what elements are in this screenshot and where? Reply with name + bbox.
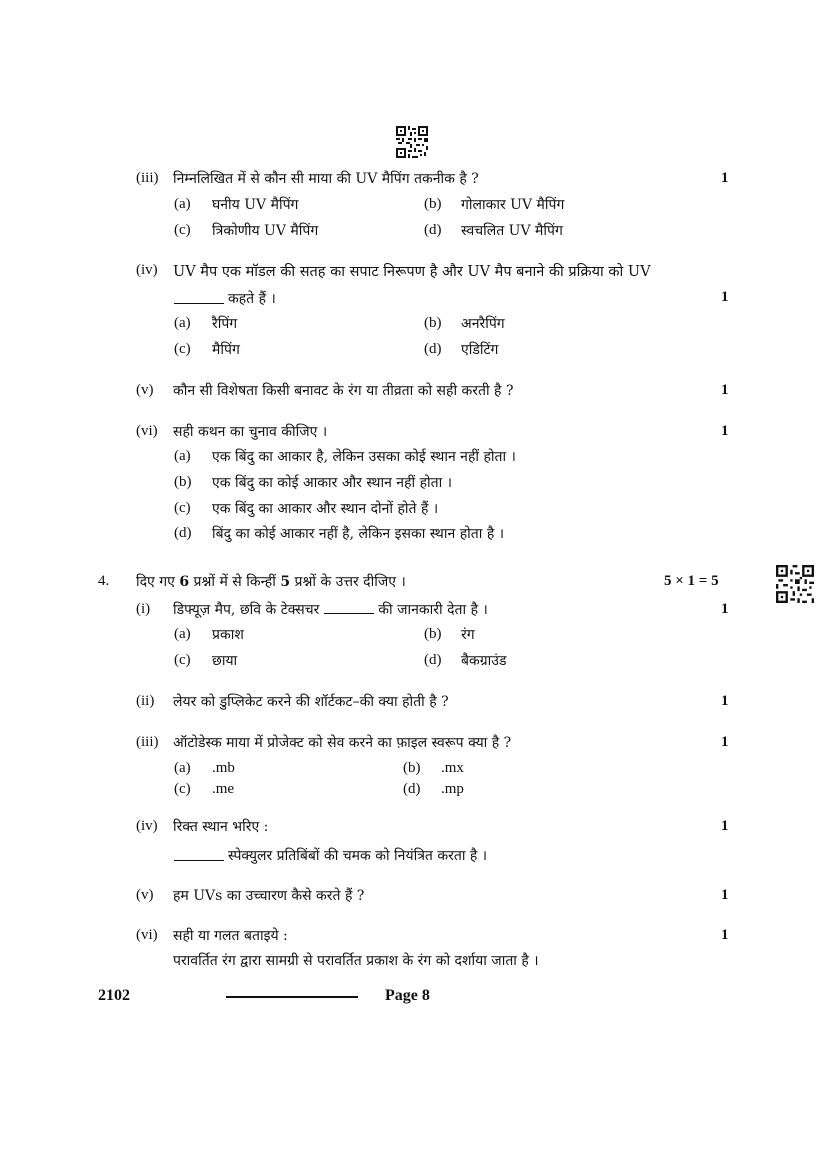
option-text: एडिटिंग	[461, 342, 499, 358]
option-label: (c)	[174, 652, 191, 668]
answer-blank	[174, 848, 224, 861]
option-text: .mp	[441, 781, 464, 797]
question-marks: 1	[721, 289, 729, 305]
question-marks: 1	[721, 927, 729, 943]
option-label: (d)	[403, 781, 421, 797]
option-label: (b)	[424, 315, 442, 331]
question-marks: 1	[721, 170, 729, 186]
question-marks: 1	[721, 423, 729, 439]
question-text: कहते हैं ।	[228, 291, 276, 307]
question-text: सही या गलत बताइये :	[173, 928, 288, 944]
qr-code-top	[396, 126, 428, 158]
question-text: सही कथन का चुनाव कीजिए ।	[173, 424, 328, 440]
option-label: (a)	[174, 315, 191, 331]
section-marks: 5 × 1 = 5	[664, 573, 719, 589]
option-label: (c)	[174, 222, 191, 238]
option-label: (a)	[174, 448, 191, 464]
option-text: एक बिंदु का कोई आकार और स्थान नहीं होता ।	[212, 475, 452, 491]
question-number: (vi)	[136, 927, 158, 943]
question-text-line2: परावर्तित रंग द्वारा सामग्री से परावर्तित प्रकाश के रंग को दर्शाया जाता है ।	[173, 953, 539, 969]
option-text: .mx	[441, 760, 464, 776]
option-label: (b)	[424, 196, 442, 212]
question-number: (ii)	[136, 693, 155, 709]
question-text: डिफ्यूज़ मैप, छवि के टेक्सचर की जानकारी देता है ।	[173, 602, 488, 618]
option-text: घनीय UV मैपिंग	[212, 197, 299, 213]
option-text: एक बिंदु का आकार और स्थान दोनों होते हैं ।	[212, 501, 439, 517]
option-text: .mb	[212, 760, 235, 776]
question-number: (vi)	[136, 423, 158, 439]
option-text: रंग	[461, 627, 475, 643]
question-marks: 1	[721, 734, 729, 750]
option-label: (a)	[174, 196, 191, 212]
question-text: UV मैप एक मॉडल की सतह का सपाट निरूपण है और UV मैप बनाने की प्रक्रिया को UV	[173, 264, 651, 280]
question-text: हम UVs का उच्चारण कैसे करते हैं ?	[173, 888, 365, 904]
option-label: (d)	[174, 525, 192, 541]
option-text: .me	[212, 781, 235, 797]
option-text: मैपिंग	[212, 342, 240, 358]
option-label: (b)	[403, 760, 421, 776]
question-number: (iv)	[136, 818, 158, 834]
question-number: 4.	[98, 573, 110, 589]
qr-code-side	[776, 565, 814, 603]
option-text: त्रिकोणीय UV मैपिंग	[212, 223, 319, 239]
question-marks: 1	[721, 818, 729, 834]
option-label: (d)	[424, 652, 442, 668]
question-number: (iii)	[136, 734, 159, 750]
question-marks: 1	[721, 693, 729, 709]
question-marks: 1	[721, 601, 729, 617]
question-number: (v)	[136, 887, 154, 903]
option-label: (c)	[174, 500, 191, 516]
option-label: (c)	[174, 781, 191, 797]
option-label: (b)	[174, 474, 192, 490]
option-text: प्रकाश	[212, 627, 244, 643]
option-label: (b)	[424, 626, 442, 642]
instructions: दिए गए 6 प्रश्नों में से किन्हीं 5 प्रश्नों के उत्तर दीजिए ।	[136, 574, 406, 590]
option-text: एक बिंदु का आकार है, लेकिन उसका कोई स्थान नहीं होता ।	[212, 449, 516, 465]
question-number: (iv)	[136, 262, 158, 278]
question-number: (v)	[136, 382, 154, 398]
question-text: ऑटोडेस्क माया में प्रोजेक्ट को सेव करने का फ़ाइल स्वरूप क्या है ?	[173, 735, 512, 751]
answer-blank	[174, 291, 224, 304]
option-label: (a)	[174, 626, 191, 642]
question-text: लेयर को डुप्लिकेट करने की शॉर्टकट–की क्या होती है ?	[173, 694, 449, 710]
question-number: (i)	[136, 601, 151, 617]
option-label: (c)	[174, 341, 191, 357]
question-text: रिक्त स्थान भरिए :	[173, 819, 269, 835]
option-text: छाया	[212, 653, 238, 669]
question-text: निम्नलिखित में से कौन सी माया की UV मैपिंग तकनीक है ?	[173, 171, 479, 187]
page-number: Page 8	[385, 987, 430, 1004]
option-text: रैपिंग	[212, 316, 238, 332]
option-label: (d)	[424, 222, 442, 238]
option-text: बैकग्राउंड	[461, 653, 507, 669]
option-text: बिंदु का कोई आकार नहीं है, लेकिन इसका स्थान होता है ।	[212, 526, 505, 542]
question-text: कौन सी विशेषता किसी बनावट के रंग या तीव्रता को सही करती है ?	[173, 383, 514, 399]
option-text: स्वचलित UV मैपिंग	[461, 223, 563, 239]
question-marks: 1	[721, 887, 729, 903]
question-text-line2: स्पेक्युलर प्रतिबिंबों की चमक को नियंत्रित करता है ।	[228, 848, 488, 864]
option-label: (d)	[424, 341, 442, 357]
question-marks: 1	[721, 382, 729, 398]
option-text: अनरैपिंग	[461, 316, 505, 332]
paper-code: 2102	[98, 987, 130, 1004]
question-number: (iii)	[136, 170, 159, 186]
footer-rule	[226, 996, 358, 998]
option-text: गोलाकार UV मैपिंग	[461, 197, 565, 213]
option-label: (a)	[174, 760, 191, 776]
